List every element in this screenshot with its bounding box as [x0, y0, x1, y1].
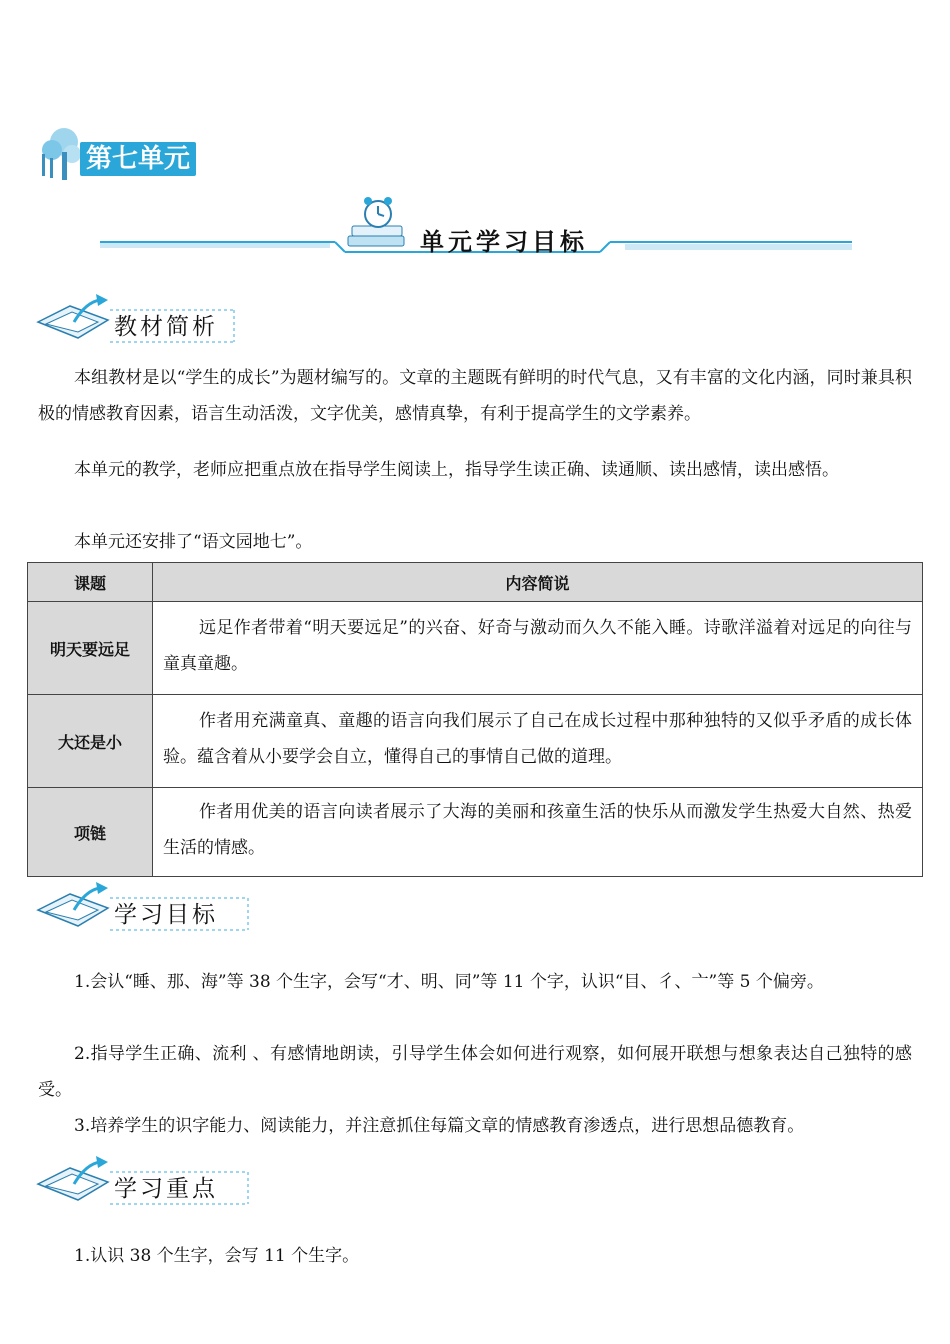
material-paragraph-1: 本组教材是以“学生的成长”为题材编写的。文章的主题既有鲜明的时代气息，又有丰富的文化内涵，同时兼具积极的情感教育因素，语言生动活泼，文字优美，感情真挚，有利于提高学生的文学素养。 — [38, 368, 912, 424]
material-paragraph-2: 本单元的教学，老师应把重点放在指导学生阅读上，指导学生读正确、读通顺、读出感情，读出感悟。 — [74, 460, 839, 480]
section-title: 学习目标 — [114, 902, 218, 928]
key-item-1: 1.认识 38 个生字，会写 11 个生字。 — [74, 1246, 360, 1266]
section-header-key — [34, 1154, 274, 1214]
unit-label: 第七单元 — [80, 142, 196, 176]
section-header-material — [34, 292, 274, 352]
table-row — [28, 788, 923, 877]
goal-item-1: 1.会认“睡、那、海”等 38 个生字，会写“才、明、同”等 11 个字，认识“目、彳、亠”等 5 个偏旁。 — [74, 972, 824, 992]
row-summary: 作者用充满童真、童趣的语言向我们展示了自己在成长过程中那种独特的又似乎矛盾的成长体验。蕴含着从小要学会自立，懂得自己的事情自己做的道理。 — [153, 695, 923, 788]
alarm-clock-books-icon — [344, 196, 414, 258]
goal-item-3: 3.培养学生的识字能力、阅读能力，并注意抓住每篇文章的情感教育渗透点，进行思想品德教育。 — [74, 1116, 805, 1136]
tree-icon — [34, 124, 84, 182]
header-summary: 内容简说 — [153, 563, 923, 602]
row-summary: 远足作者带着“明天要远足”的兴奋、好奇与激动而久久不能入睡。诗歌洋溢着对远足的向往与童真童趣。 — [153, 602, 923, 695]
section-title: 教材简析 — [114, 314, 218, 340]
material-paragraph-3: 本单元还安排了“语文园地七”。 — [74, 532, 313, 552]
row-summary: 作者用优美的语言向读者展示了大海的美丽和孩童生活的快乐从而激发学生热爱大自然、热爱生活的情感。 — [153, 788, 923, 877]
section-title: 学习重点 — [114, 1176, 218, 1202]
section-header-goals — [34, 880, 274, 940]
course-table — [27, 562, 923, 877]
banner-title: 单元学习目标 — [420, 228, 588, 256]
table-header-row — [28, 563, 923, 602]
row-topic: 大还是小 — [28, 695, 153, 788]
unit-badge — [34, 124, 214, 182]
table-row — [28, 602, 923, 695]
row-topic: 项链 — [28, 788, 153, 877]
unit-goals-banner — [100, 190, 852, 260]
row-topic: 明天要远足 — [28, 602, 153, 695]
header-topic: 课题 — [28, 563, 153, 602]
goal-item-2: 2.指导学生正确、流利 、有感情地朗读，引导学生体会如何进行观察，如何展开联想与想象表达自己独特的感受。 — [38, 1044, 912, 1100]
table-row — [28, 695, 923, 788]
